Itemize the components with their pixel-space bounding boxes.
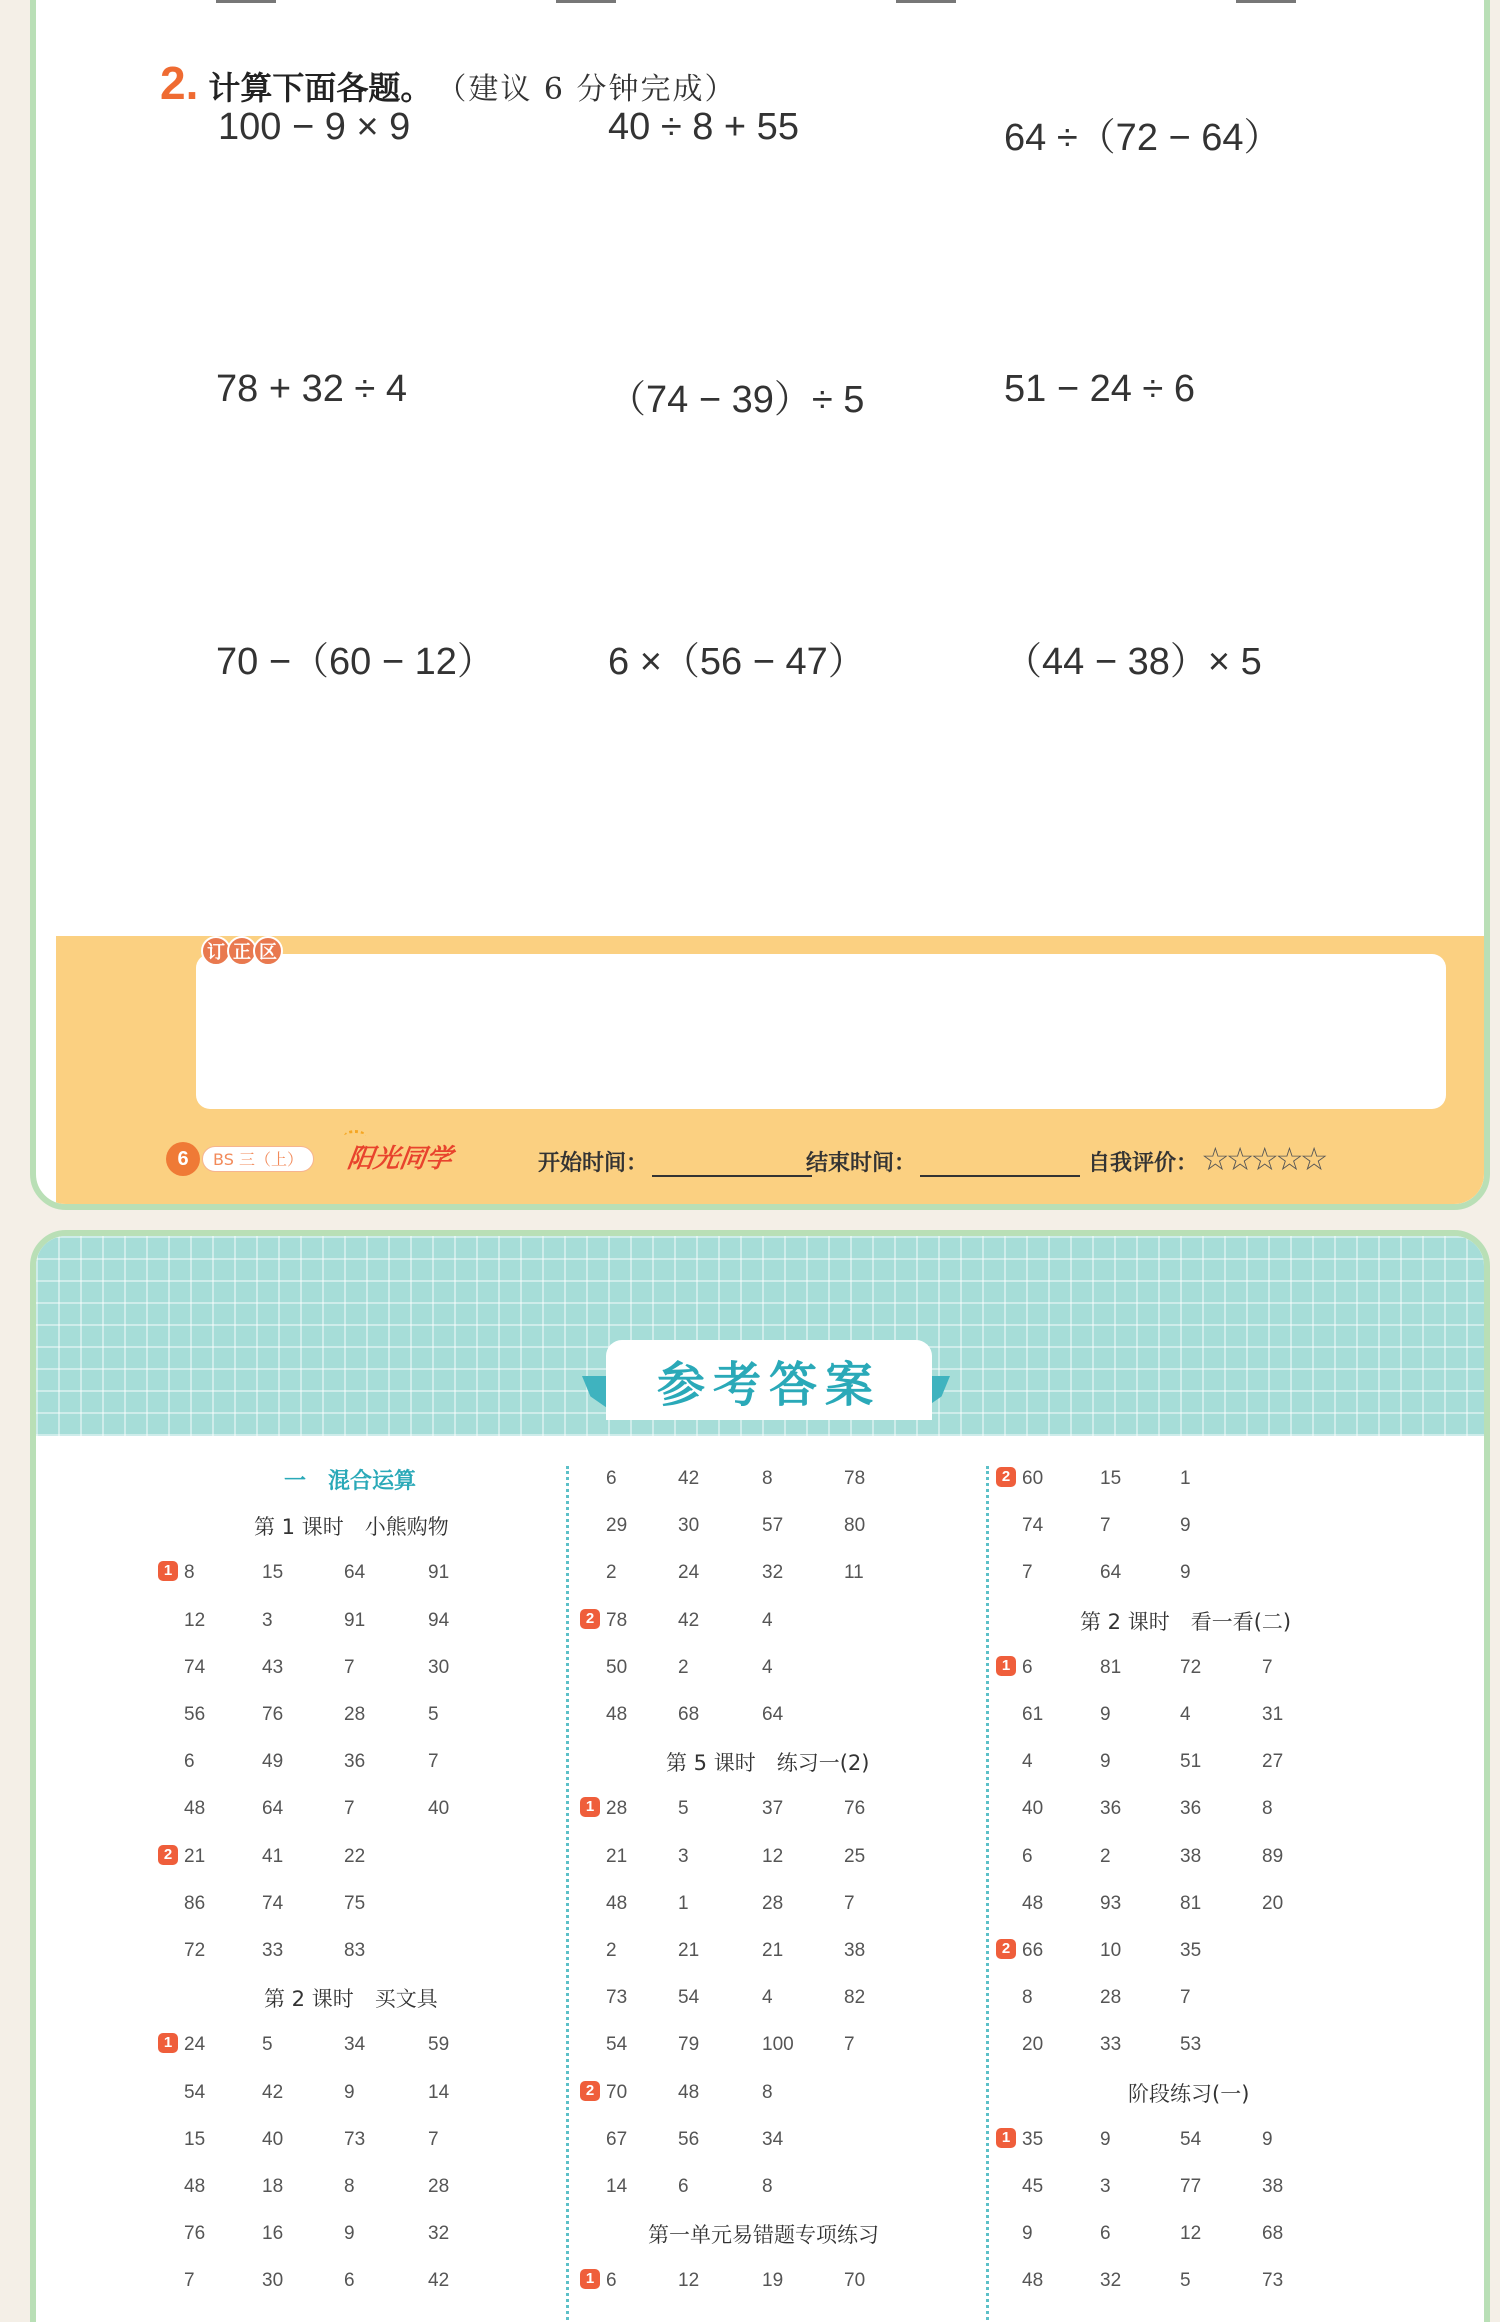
cut-off-previous-row [36, 0, 1484, 14]
answer-value: 29 [606, 1515, 628, 1537]
answer-value: 80 [844, 1515, 866, 1537]
answer-value: 6 [1022, 1845, 1033, 1867]
answer-value: 81 [1100, 1656, 1122, 1678]
answer-value: 89 [1262, 1845, 1284, 1867]
answer-value: 24 [184, 2034, 206, 2056]
answer-value: 7 [1262, 1656, 1273, 1678]
answer-value: 12 [1180, 2223, 1202, 2245]
section-title: 第一单元易错题专项练习 [648, 2223, 879, 2248]
answer-value: 54 [184, 2081, 206, 2103]
self-eval-label: 自我评价： [1088, 1151, 1199, 1176]
answer-value: 75 [344, 1892, 366, 1914]
answer-value: 33 [262, 1940, 284, 1961]
answer-value: 4 [762, 1987, 773, 2009]
answer-value: 48 [606, 1892, 628, 1914]
answer-value: 60 [1022, 1468, 1044, 1489]
answer-value: 3 [1100, 2176, 1111, 2197]
answer-value: 82 [844, 1987, 866, 2009]
expression: 6 ×（56 − 47） [608, 641, 866, 683]
question-number-badge: 1 [996, 2128, 1016, 2148]
answer-value: 8 [1022, 1987, 1033, 2009]
answer-value: 56 [184, 1704, 206, 1725]
answer-value: 51 [1180, 1751, 1202, 1773]
answer-value: 35 [1022, 2128, 1044, 2150]
star-rating[interactable]: ☆☆☆☆☆ [1201, 1140, 1325, 1178]
answer-value: 48 [184, 2176, 206, 2197]
answer-value: 32 [762, 1562, 784, 1584]
answer-value: 6 [606, 2270, 617, 2292]
answer-value: 57 [762, 1515, 784, 1537]
answer-value: 34 [344, 2034, 366, 2056]
grade-badge: BS 三（上） [202, 1146, 314, 1172]
expression: 78 + 32 ÷ 4 [216, 368, 407, 410]
answer-value: 28 [1100, 1987, 1122, 2009]
answer-value: 4 [1180, 1704, 1191, 1725]
question-number-badge: 2 [996, 1467, 1016, 1487]
start-time-input[interactable] [652, 1157, 812, 1177]
answer-value: 5 [428, 1704, 439, 1725]
answer-value: 74 [1022, 1515, 1044, 1537]
answer-value: 54 [678, 1987, 700, 2009]
answer-value: 1 [1180, 1468, 1191, 1489]
answer-value: 21 [184, 1845, 206, 1867]
question-title [160, 56, 737, 110]
answer-value: 3 [678, 1845, 689, 1867]
answer-value: 34 [762, 2128, 784, 2150]
correction-label-char: 正 [227, 936, 257, 966]
answer-value: 41 [262, 1845, 284, 1867]
answer-value: 79 [678, 2034, 700, 2056]
question-number-badge: 1 [580, 1797, 600, 1817]
expression: 100 − 9 × 9 [218, 106, 411, 148]
answer-value: 59 [428, 2034, 450, 2056]
answer-value: 81 [1180, 1892, 1202, 1914]
end-time-input[interactable] [920, 1157, 1080, 1177]
answer-value: 9 [1180, 1515, 1191, 1537]
answer-value: 6 [184, 1751, 195, 1773]
question-number-badge: 1 [158, 1561, 178, 1581]
answer-value: 11 [844, 1562, 864, 1584]
answer-value: 7 [344, 1656, 355, 1678]
answer-title: 参考答案 [656, 1356, 881, 1413]
answer-value: 5 [1180, 2270, 1191, 2292]
answer-value: 10 [1100, 1940, 1122, 1961]
answer-value: 6 [606, 1468, 617, 1489]
answer-value: 70 [606, 2081, 628, 2103]
answer-value: 45 [1022, 2176, 1044, 2197]
answer-value: 2 [1100, 1845, 1111, 1867]
answer-value: 28 [762, 1892, 784, 1914]
answer-value: 5 [262, 2034, 273, 2056]
question-number-badge: 2 [158, 1845, 178, 1865]
correction-label-char: 区 [253, 936, 283, 966]
answer-value: 38 [844, 1940, 866, 1961]
question-number-badge: 2 [996, 1939, 1016, 1959]
answer-value: 48 [606, 1704, 628, 1725]
answer-value: 25 [844, 1845, 866, 1867]
answer-value: 4 [1022, 1751, 1033, 1773]
answer-value: 15 [184, 2128, 206, 2150]
answer-value: 78 [844, 1468, 866, 1489]
expression: （74 − 39）÷ 5 [608, 379, 865, 421]
answer-value: 16 [262, 2223, 284, 2245]
answer-value: 14 [428, 2081, 450, 2103]
section-title: 第 1 课时 小熊购物 [254, 1515, 449, 1540]
answer-value: 54 [1180, 2128, 1202, 2150]
answer-value: 48 [678, 2081, 700, 2103]
answer-value: 74 [184, 1656, 206, 1678]
answer-value: 8 [344, 2176, 355, 2197]
answer-value: 64 [1100, 1562, 1122, 1584]
answer-value: 53 [1180, 2034, 1202, 2056]
question-number: 2. [160, 57, 199, 109]
answer-value: 5 [678, 1798, 689, 1820]
answer-value: 4 [762, 1656, 773, 1678]
section-title: 一 混合运算 [284, 1469, 417, 1494]
end-time-field [806, 1146, 1080, 1177]
answer-value: 20 [1022, 2034, 1044, 2056]
answer-value: 48 [1022, 2270, 1044, 2292]
answer-value: 20 [1262, 1892, 1284, 1914]
answer-value: 2 [606, 1940, 617, 1961]
question-number-badge: 2 [580, 2081, 600, 2101]
answer-value: 30 [262, 2270, 284, 2292]
answer-value: 7 [344, 1798, 355, 1820]
answer-value: 73 [1262, 2270, 1284, 2292]
question-hint: （建议 6 分钟完成） [436, 72, 737, 107]
brand-logo: 阳光同学 [345, 1144, 454, 1174]
answer-value: 7 [1100, 1515, 1111, 1537]
answer-value: 42 [678, 1468, 700, 1489]
answer-value: 7 [1022, 1562, 1033, 1584]
answer-value: 9 [1100, 2128, 1111, 2150]
answer-value: 76 [184, 2223, 206, 2245]
answer-value: 7 [428, 1751, 439, 1773]
answer-value: 4 [762, 1609, 773, 1631]
answer-value: 94 [428, 1609, 450, 1631]
expression: （44 − 38）× 5 [1004, 641, 1262, 683]
answer-value: 68 [1262, 2223, 1284, 2245]
answer-value: 93 [1100, 1892, 1122, 1914]
correction-label-char: 订 [201, 936, 231, 966]
answer-value: 27 [1262, 1751, 1284, 1773]
answer-value: 2 [606, 1562, 617, 1584]
expression: 40 ÷ 8 + 55 [608, 106, 799, 148]
answer-value: 7 [1180, 1987, 1191, 2009]
answer-value: 68 [678, 1704, 700, 1725]
answer-value: 6 [1100, 2223, 1111, 2245]
answer-value: 15 [262, 1562, 284, 1584]
answer-value: 9 [1100, 1751, 1111, 1773]
answer-value: 72 [184, 1940, 206, 1961]
answer-value: 15 [1100, 1468, 1122, 1489]
section-title: 第 2 课时 看一看(二) [1080, 1609, 1292, 1634]
answer-value: 9 [344, 2223, 355, 2245]
answer-value: 40 [428, 1798, 450, 1820]
answer-value: 28 [606, 1798, 628, 1820]
answer-value: 86 [184, 1892, 206, 1914]
page-footer [166, 1142, 1416, 1182]
section-title: 第 5 课时 练习一(2) [666, 1751, 870, 1776]
question-number-badge: 1 [996, 1656, 1016, 1676]
worksheet-page [30, 0, 1490, 1210]
answer-value: 76 [262, 1704, 284, 1725]
answer-value: 56 [678, 2128, 700, 2150]
answer-value: 38 [1180, 1845, 1202, 1867]
question-number-badge: 2 [580, 1609, 600, 1629]
answer-value: 21 [678, 1940, 700, 1961]
correction-label [201, 936, 279, 966]
answer-value: 6 [1022, 1656, 1033, 1678]
answer-value: 19 [762, 2270, 784, 2292]
answer-value: 67 [606, 2128, 628, 2150]
answer-value: 7 [428, 2128, 439, 2150]
answer-value: 30 [428, 1656, 450, 1678]
answer-value: 7 [184, 2270, 195, 2292]
answer-value: 36 [1100, 1798, 1122, 1820]
expression: 64 ÷（72 − 64） [1004, 117, 1282, 159]
answer-value: 6 [344, 2270, 355, 2292]
answer-value: 8 [762, 1468, 773, 1489]
answer-value: 76 [844, 1798, 866, 1820]
answer-value: 38 [1262, 2176, 1284, 2197]
answer-value: 12 [762, 1845, 784, 1867]
start-time-label: 开始时间： [538, 1151, 649, 1176]
answer-value: 8 [762, 2081, 773, 2103]
answer-value: 73 [344, 2128, 366, 2150]
question-number-badge: 1 [158, 2033, 178, 2053]
answer-value: 21 [762, 1940, 784, 1961]
answer-value: 40 [262, 2128, 284, 2150]
answer-value: 8 [184, 1562, 195, 1584]
answer-value: 50 [606, 1656, 628, 1678]
answer-value: 9 [1262, 2128, 1273, 2150]
answer-value: 14 [606, 2176, 628, 2197]
answer-value: 48 [1022, 1892, 1044, 1914]
question-number-badge: 1 [580, 2269, 600, 2289]
self-eval-field [1088, 1146, 1198, 1177]
start-time-field [538, 1146, 812, 1177]
answer-value: 32 [1100, 2270, 1122, 2292]
answer-value: 9 [1100, 1704, 1111, 1725]
correction-write-box[interactable] [196, 954, 1446, 1109]
answer-value: 28 [428, 2176, 450, 2197]
answer-value: 54 [606, 2034, 628, 2056]
answer-value: 72 [1180, 1656, 1202, 1678]
answer-value: 1 [678, 1892, 689, 1914]
answer-value: 32 [428, 2223, 450, 2245]
answer-value: 12 [678, 2270, 700, 2292]
answer-value: 64 [344, 1562, 366, 1584]
answer-value: 64 [262, 1798, 284, 1820]
answer-value: 12 [184, 1609, 206, 1631]
answer-value: 7 [844, 1892, 855, 1914]
answer-value: 91 [344, 1609, 366, 1631]
column-divider [986, 1466, 989, 2322]
answer-value: 18 [262, 2176, 284, 2197]
answer-value: 36 [1180, 1798, 1202, 1820]
answer-value: 83 [344, 1940, 366, 1961]
answer-value: 78 [606, 1609, 628, 1631]
answer-value: 31 [1262, 1704, 1284, 1725]
answer-key-page [30, 1230, 1490, 2322]
answer-value: 22 [344, 1845, 366, 1867]
answer-value: 2 [678, 1656, 689, 1678]
answer-value: 8 [762, 2176, 773, 2197]
answer-value: 66 [1022, 1940, 1044, 1961]
question-text: 计算下面各题。 [208, 69, 433, 107]
answer-value: 70 [844, 2270, 866, 2292]
answer-value: 73 [606, 1987, 628, 2009]
answer-value: 91 [428, 1562, 450, 1584]
answer-value: 9 [1180, 1562, 1191, 1584]
answer-value: 33 [1100, 2034, 1122, 2056]
answer-value: 9 [344, 2081, 355, 2103]
answer-title-banner [606, 1340, 932, 1420]
answer-value: 9 [1022, 2223, 1033, 2245]
answer-value: 7 [844, 2034, 855, 2056]
answer-value: 36 [344, 1751, 366, 1773]
expression: 70 −（60 − 12） [216, 641, 495, 683]
answer-value: 6 [678, 2176, 689, 2197]
column-divider [566, 1466, 569, 2322]
answer-value: 30 [678, 1515, 700, 1537]
section-title: 阶段练习(一) [1128, 2081, 1250, 2106]
answer-value: 49 [262, 1751, 284, 1773]
answer-value: 37 [762, 1798, 784, 1820]
answer-value: 40 [1022, 1798, 1044, 1820]
answer-value: 42 [428, 2270, 450, 2292]
answer-value: 48 [184, 1798, 206, 1820]
answer-value: 43 [262, 1656, 284, 1678]
page-number: 6 [166, 1142, 200, 1176]
answer-value: 64 [762, 1704, 784, 1725]
answer-value: 35 [1180, 1940, 1202, 1961]
answer-value: 28 [344, 1704, 366, 1725]
answer-value: 8 [1262, 1798, 1273, 1820]
answer-value: 21 [606, 1845, 628, 1867]
answer-value: 61 [1022, 1704, 1044, 1725]
section-title: 第 2 课时 买文具 [264, 1987, 438, 2012]
answer-value: 74 [262, 1892, 284, 1914]
answer-value: 3 [262, 1609, 273, 1631]
answer-value: 77 [1180, 2176, 1202, 2197]
end-time-label: 结束时间： [806, 1151, 917, 1176]
answer-value: 42 [262, 2081, 284, 2103]
answer-value: 42 [678, 1609, 700, 1631]
answer-value: 24 [678, 1562, 700, 1584]
expression: 51 − 24 ÷ 6 [1004, 368, 1195, 410]
answer-value: 100 [762, 2034, 794, 2056]
